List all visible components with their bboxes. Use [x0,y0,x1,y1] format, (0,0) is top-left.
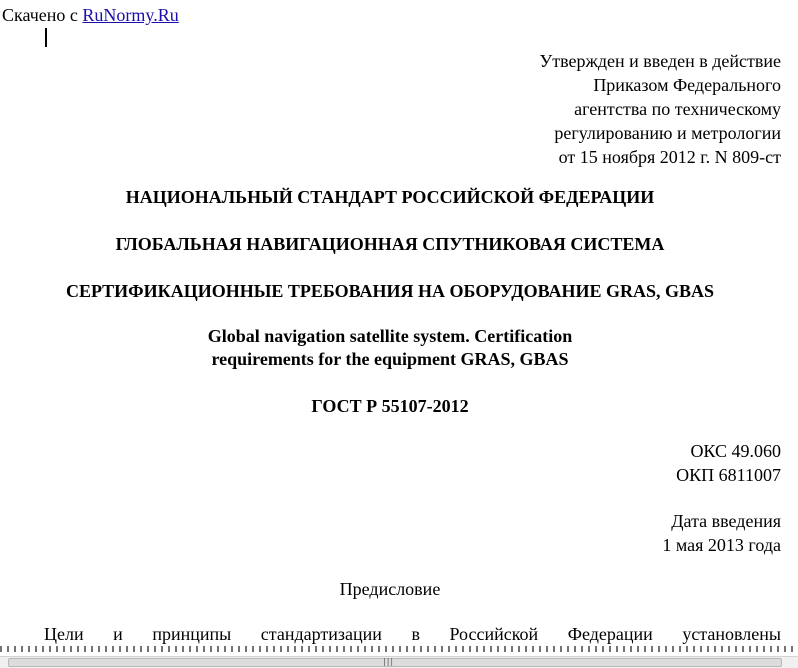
approval-block [539,49,781,169]
english-title-line-1: Global navigation satellite system. Certification [207,326,573,346]
approval-line: агентства по техническому [574,99,781,119]
source-link[interactable]: RuNormy.Ru [82,5,179,25]
classification-codes [676,439,781,487]
foreword-heading: Предисловие [339,579,441,599]
cut-off-text-line [0,646,798,656]
approval-line: регулированию и метрологии [554,123,781,143]
paragraph-word: установлены [682,624,781,644]
approval-line: от 15 ноября 2012 г. N 809-ст [558,147,781,167]
approval-line: Приказом Федерального [593,75,781,95]
foreword-paragraph-line [44,622,781,646]
paragraph-word: Цели [44,624,84,644]
horizontal-scrollbar[interactable] [0,656,798,668]
okp-code: ОКП 6811007 [676,465,781,485]
paragraph-word: стандартизации [260,624,382,644]
introduction-date-block [662,509,781,557]
introduction-date-value: 1 мая 2013 года [662,535,781,555]
paragraph-word: в [411,624,420,644]
paragraph-word: Федерации [567,624,653,644]
scrollbar-thumb[interactable] [8,658,782,667]
gost-number: ГОСТ Р 55107-2012 [311,396,469,416]
system-title: ГЛОБАЛЬНАЯ НАВИГАЦИОННАЯ СПУТНИКОВАЯ СИСТЕМА [115,234,665,254]
national-standard-title: НАЦИОНАЛЬНЫЙ СТАНДАРТ РОССИЙСКОЙ ФЕДЕРАЦИИ [125,187,655,207]
paragraph-word: принципы [152,624,232,644]
cut-off-text-fragment [0,646,798,652]
requirements-title: СЕРТИФИКАЦИОННЫЕ ТРЕБОВАНИЯ НА ОБОРУДОВАНИЕ GRAS, GBAS [65,281,715,301]
introduction-date-label: Дата введения [671,511,781,531]
paragraph-word: Российской [449,624,539,644]
oks-code: ОКС 49.060 [690,441,781,461]
approval-line: Утвержден и введен в действие [539,51,781,71]
paragraph-word: и [113,624,123,644]
source-line [2,4,179,26]
text-cursor [45,28,47,47]
scrollbar-grip-icon: ||| [383,657,395,666]
source-prefix: Скачено с [2,5,83,25]
english-title-line-2: requirements for the equipment GRAS, GBAS [211,349,569,369]
